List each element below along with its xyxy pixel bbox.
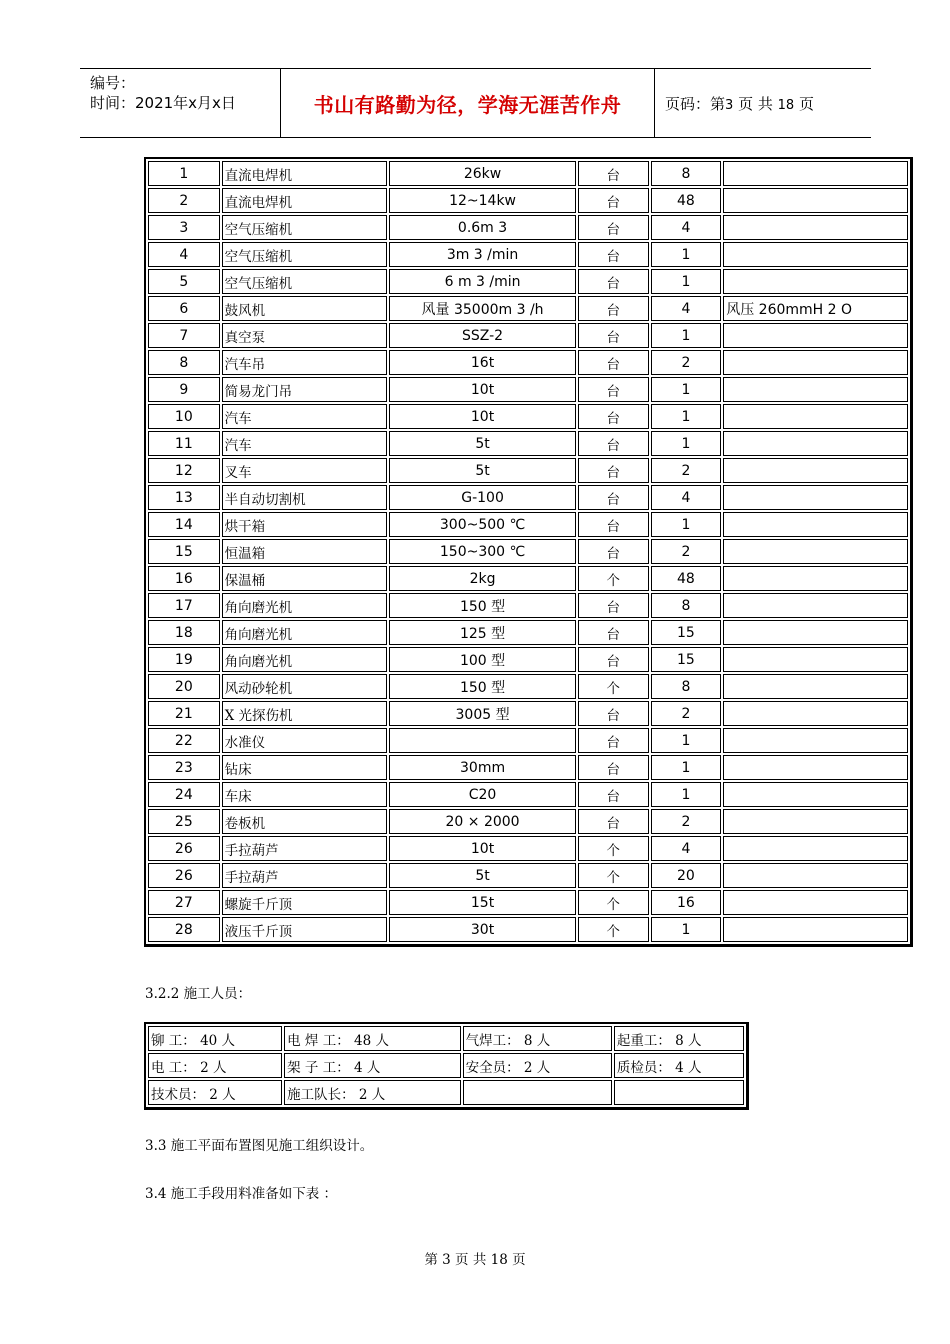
equipment-table	[144, 157, 913, 947]
equipment-unit: 台	[578, 809, 649, 834]
equipment-quantity: 4	[651, 836, 722, 861]
equipment-quantity: 4	[651, 485, 722, 510]
equipment-note	[723, 458, 908, 483]
equipment-spec: 30mm	[389, 755, 576, 780]
equipment-quantity: 1	[651, 323, 722, 348]
equipment-quantity: 1	[651, 269, 722, 294]
equipment-spec: 5t	[389, 431, 576, 456]
equipment-spec: 10t	[389, 836, 576, 861]
staff-cell: 质检员： 4 人	[614, 1053, 744, 1078]
row-number: 10	[148, 404, 220, 429]
equipment-spec: 300~500 ℃	[389, 512, 576, 537]
table-row	[148, 1026, 744, 1051]
equipment-unit: 台	[578, 269, 649, 294]
table-row	[148, 566, 908, 591]
equipment-unit: 个	[578, 917, 649, 942]
equipment-note: 风压 260mmH 2 O	[723, 296, 908, 321]
equipment-name: 汽车	[222, 431, 388, 456]
row-number: 3	[148, 215, 220, 240]
table-row	[148, 431, 908, 456]
equipment-note	[723, 755, 908, 780]
row-number: 7	[148, 323, 220, 348]
equipment-quantity: 48	[651, 566, 722, 591]
header-slogan-cell	[281, 69, 655, 137]
equipment-spec: 5t	[389, 458, 576, 483]
equipment-name: 车床	[222, 782, 388, 807]
row-number: 11	[148, 431, 220, 456]
table-row	[148, 674, 908, 699]
table-row	[148, 1053, 744, 1078]
equipment-name: 角向磨光机	[222, 620, 388, 645]
equipment-spec: 风量 35000m 3 /h	[389, 296, 576, 321]
equipment-quantity: 1	[651, 404, 722, 429]
equipment-name: 鼓风机	[222, 296, 388, 321]
staff-cell: 电 工： 2 人	[148, 1053, 282, 1078]
equipment-quantity: 20	[651, 863, 722, 888]
equipment-spec: 20 × 2000	[389, 809, 576, 834]
equipment-unit: 台	[578, 458, 649, 483]
equipment-name: 风动砂轮机	[222, 674, 388, 699]
equipment-unit: 个	[578, 890, 649, 915]
table-row	[148, 1080, 744, 1105]
row-number: 27	[148, 890, 220, 915]
table-row	[148, 728, 908, 753]
equipment-note	[723, 539, 908, 564]
equipment-unit: 台	[578, 188, 649, 213]
row-number: 12	[148, 458, 220, 483]
equipment-unit: 台	[578, 161, 649, 186]
equipment-spec: G-100	[389, 485, 576, 510]
row-number: 2	[148, 188, 220, 213]
equipment-quantity: 8	[651, 674, 722, 699]
equipment-name: 水准仪	[222, 728, 388, 753]
equipment-name: 螺旋千斤顶	[222, 890, 388, 915]
equipment-name: 保温桶	[222, 566, 388, 591]
row-number: 14	[148, 512, 220, 537]
equipment-quantity: 48	[651, 188, 722, 213]
equipment-note	[723, 242, 908, 267]
table-row	[148, 755, 908, 780]
equipment-note	[723, 161, 908, 186]
staff-cell: 气焊工： 8 人	[463, 1026, 612, 1051]
equipment-name: 卷板机	[222, 809, 388, 834]
equipment-quantity: 2	[651, 809, 722, 834]
equipment-unit: 个	[578, 566, 649, 591]
equipment-quantity: 2	[651, 539, 722, 564]
row-number: 21	[148, 701, 220, 726]
equipment-unit: 个	[578, 863, 649, 888]
equipment-unit: 台	[578, 593, 649, 618]
equipment-unit: 台	[578, 620, 649, 645]
table-row	[148, 296, 908, 321]
equipment-note	[723, 485, 908, 510]
equipment-spec: C20	[389, 782, 576, 807]
table-row	[148, 890, 908, 915]
equipment-spec: 150~300 ℃	[389, 539, 576, 564]
table-row	[148, 188, 908, 213]
equipment-name: 空气压缩机	[222, 269, 388, 294]
equipment-name: 角向磨光机	[222, 593, 388, 618]
equipment-name: 手拉葫芦	[222, 863, 388, 888]
equipment-note	[723, 809, 908, 834]
equipment-unit: 台	[578, 485, 649, 510]
equipment-unit: 台	[578, 728, 649, 753]
equipment-spec: 30t	[389, 917, 576, 942]
equipment-spec: 10t	[389, 404, 576, 429]
equipment-name: 汽车	[222, 404, 388, 429]
table-row	[148, 242, 908, 267]
staff-cell: 铆 工： 40 人	[148, 1026, 282, 1051]
header-slogan: 书山有路勤为径，学海无涯苦作舟	[313, 92, 622, 117]
equipment-spec: 26kw	[389, 161, 576, 186]
equipment-unit: 台	[578, 647, 649, 672]
equipment-unit: 台	[578, 296, 649, 321]
equipment-unit: 台	[578, 512, 649, 537]
equipment-quantity: 15	[651, 647, 722, 672]
row-number: 24	[148, 782, 220, 807]
equipment-note	[723, 404, 908, 429]
equipment-unit: 台	[578, 431, 649, 456]
table-row	[148, 269, 908, 294]
equipment-quantity: 15	[651, 620, 722, 645]
equipment-quantity: 1	[651, 431, 722, 456]
equipment-spec: 16t	[389, 350, 576, 375]
equipment-quantity: 16	[651, 890, 722, 915]
equipment-name: 钻床	[222, 755, 388, 780]
equipment-note	[723, 431, 908, 456]
equipment-name: 角向磨光机	[222, 647, 388, 672]
equipment-note	[723, 566, 908, 591]
staff-cell: 技术员： 2 人	[148, 1080, 282, 1105]
equipment-spec: 150 型	[389, 593, 576, 618]
equipment-unit: 台	[578, 782, 649, 807]
equipment-spec: 5t	[389, 863, 576, 888]
equipment-spec: 100 型	[389, 647, 576, 672]
table-row	[148, 647, 908, 672]
row-number: 1	[148, 161, 220, 186]
row-number: 6	[148, 296, 220, 321]
table-row	[148, 836, 908, 861]
equipment-name: 空气压缩机	[222, 242, 388, 267]
equipment-name: 直流电焊机	[222, 161, 388, 186]
equipment-note	[723, 377, 908, 402]
table-row	[148, 512, 908, 537]
equipment-unit: 台	[578, 701, 649, 726]
equipment-name: 简易龙门吊	[222, 377, 388, 402]
row-number: 16	[148, 566, 220, 591]
table-row	[148, 593, 908, 618]
equipment-unit: 台	[578, 242, 649, 267]
row-number: 19	[148, 647, 220, 672]
document-date-label: 时间：2021年x月x日	[90, 94, 236, 112]
row-number: 20	[148, 674, 220, 699]
equipment-unit: 台	[578, 404, 649, 429]
equipment-note	[723, 674, 908, 699]
section-3-4-text: 3.4 施工手段用料准备如下表 ：	[145, 1186, 338, 1202]
staff-cell: 施工队长： 2 人	[284, 1080, 460, 1105]
equipment-spec: 6 m 3 /min	[389, 269, 576, 294]
table-row	[148, 917, 908, 942]
equipment-spec: 125 型	[389, 620, 576, 645]
equipment-quantity: 4	[651, 215, 722, 240]
document-number-label: 编号：	[90, 74, 136, 92]
equipment-note	[723, 863, 908, 888]
row-number: 25	[148, 809, 220, 834]
equipment-quantity: 2	[651, 458, 722, 483]
equipment-note	[723, 836, 908, 861]
row-number: 9	[148, 377, 220, 402]
equipment-spec: 150 型	[389, 674, 576, 699]
equipment-name: 液压千斤顶	[222, 917, 388, 942]
equipment-unit: 个	[578, 674, 649, 699]
personnel-table	[144, 1022, 749, 1110]
equipment-unit: 台	[578, 539, 649, 564]
table-row	[148, 161, 908, 186]
equipment-note	[723, 890, 908, 915]
table-row	[148, 701, 908, 726]
staff-cell: 起重工： 8 人	[614, 1026, 744, 1051]
row-number: 15	[148, 539, 220, 564]
equipment-quantity: 1	[651, 917, 722, 942]
header-page-info: 页码：第3 页 共 18 页	[665, 94, 814, 113]
table-row	[148, 809, 908, 834]
staff-cell	[463, 1080, 612, 1105]
table-row	[148, 458, 908, 483]
equipment-spec: 15t	[389, 890, 576, 915]
equipment-name: 真空泵	[222, 323, 388, 348]
equipment-spec: 10t	[389, 377, 576, 402]
equipment-name: 半自动切割机	[222, 485, 388, 510]
table-row	[148, 485, 908, 510]
table-row	[148, 782, 908, 807]
row-number: 26	[148, 836, 220, 861]
section-3-3-text: 3.3 施工平面布置图见施工组织设计。	[145, 1138, 374, 1154]
equipment-name: 恒温箱	[222, 539, 388, 564]
table-row	[148, 539, 908, 564]
equipment-spec: 12~14kw	[389, 188, 576, 213]
equipment-name: 手拉葫芦	[222, 836, 388, 861]
equipment-note	[723, 593, 908, 618]
equipment-spec: 0.6m 3	[389, 215, 576, 240]
equipment-unit: 个	[578, 836, 649, 861]
equipment-unit: 台	[578, 323, 649, 348]
table-row	[148, 377, 908, 402]
equipment-unit: 台	[578, 377, 649, 402]
row-number: 18	[148, 620, 220, 645]
table-row	[148, 404, 908, 429]
row-number: 22	[148, 728, 220, 753]
row-number: 8	[148, 350, 220, 375]
row-number: 17	[148, 593, 220, 618]
table-row	[148, 350, 908, 375]
row-number: 4	[148, 242, 220, 267]
equipment-quantity: 4	[651, 296, 722, 321]
equipment-note	[723, 350, 908, 375]
page-header	[80, 68, 871, 138]
equipment-note	[723, 647, 908, 672]
equipment-unit: 台	[578, 755, 649, 780]
equipment-unit: 台	[578, 215, 649, 240]
equipment-quantity: 1	[651, 242, 722, 267]
equipment-quantity: 1	[651, 728, 722, 753]
equipment-quantity: 8	[651, 161, 722, 186]
equipment-spec: 3005 型	[389, 701, 576, 726]
row-number: 23	[148, 755, 220, 780]
row-number: 28	[148, 917, 220, 942]
equipment-name: 直流电焊机	[222, 188, 388, 213]
equipment-quantity: 1	[651, 512, 722, 537]
equipment-quantity: 8	[651, 593, 722, 618]
staff-cell	[614, 1080, 744, 1105]
header-meta-cell	[80, 69, 281, 137]
section-3-2-2-heading: 3.2.2 施工人员：	[145, 986, 252, 1002]
equipment-note	[723, 323, 908, 348]
equipment-name: 空气压缩机	[222, 215, 388, 240]
equipment-quantity: 1	[651, 782, 722, 807]
equipment-note	[723, 701, 908, 726]
equipment-spec: SSZ-2	[389, 323, 576, 348]
equipment-quantity: 2	[651, 350, 722, 375]
equipment-note	[723, 269, 908, 294]
staff-cell: 架 子 工： 4 人	[284, 1053, 460, 1078]
equipment-quantity: 1	[651, 755, 722, 780]
row-number: 13	[148, 485, 220, 510]
equipment-note	[723, 188, 908, 213]
equipment-name: 烘干箱	[222, 512, 388, 537]
staff-cell: 电 焊 工： 48 人	[284, 1026, 460, 1051]
equipment-note	[723, 917, 908, 942]
equipment-unit: 台	[578, 350, 649, 375]
equipment-name: 汽车吊	[222, 350, 388, 375]
equipment-name: X 光探伤机	[222, 701, 388, 726]
header-page-cell	[655, 69, 871, 137]
table-row	[148, 863, 908, 888]
equipment-note	[723, 782, 908, 807]
equipment-quantity: 2	[651, 701, 722, 726]
equipment-note	[723, 512, 908, 537]
equipment-note	[723, 215, 908, 240]
row-number: 26	[148, 863, 220, 888]
equipment-spec: 3m 3 /min	[389, 242, 576, 267]
row-number: 5	[148, 269, 220, 294]
equipment-note	[723, 728, 908, 753]
equipment-name: 叉车	[222, 458, 388, 483]
table-row	[148, 323, 908, 348]
equipment-quantity: 1	[651, 377, 722, 402]
staff-cell: 安全员： 2 人	[463, 1053, 612, 1078]
page-footer: 第 3 页 共 18 页	[424, 1252, 526, 1268]
equipment-note	[723, 620, 908, 645]
equipment-spec	[389, 728, 576, 753]
table-row	[148, 215, 908, 240]
table-row	[148, 620, 908, 645]
equipment-spec: 2kg	[389, 566, 576, 591]
